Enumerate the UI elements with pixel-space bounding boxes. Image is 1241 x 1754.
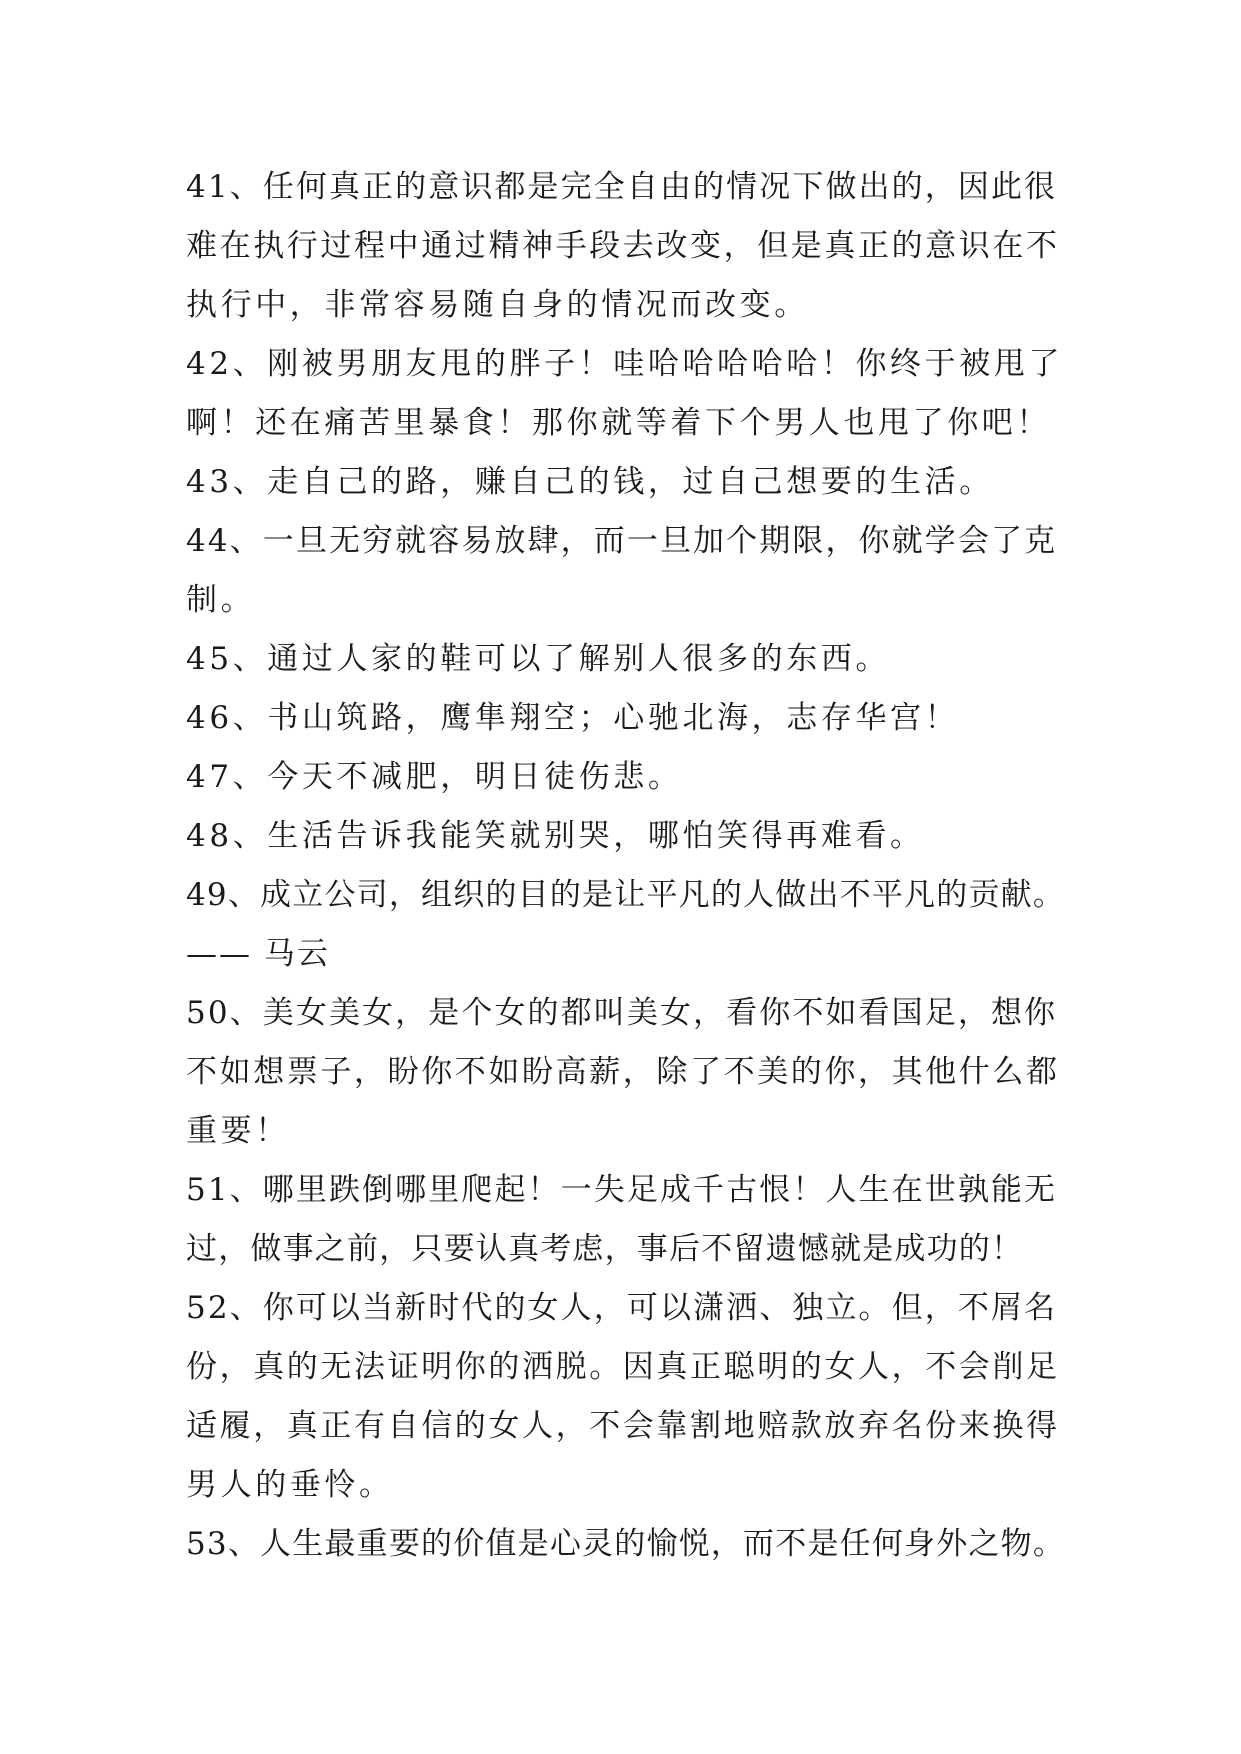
- text-line: 45、通过人家的鞋可以了解别人很多的东西。: [186, 641, 891, 677]
- text-line: 44、一旦无穷就容易放肆，而一旦加个期限，你就学会了克: [186, 523, 1058, 559]
- text-line: 47、今天不减肥，明日徒伤悲。: [186, 759, 683, 795]
- text-line: 53、人生最重要的价值是心灵的愉悦，而不是任何身外之物。: [186, 1526, 1066, 1562]
- text-line: 份，真的无法证明你的洒脱。因真正聪明的女人，不会削足: [186, 1349, 1060, 1385]
- text-line: 50、美女美女，是个女的都叫美女，看你不如看国足，想你: [186, 995, 1058, 1031]
- text-line: 难在执行过程中通过精神手段去改变，但是真正的意识在不: [186, 228, 1060, 264]
- text-line: 重要！: [186, 1113, 290, 1149]
- text-line: 51、哪里跌倒哪里爬起！一失足成千古恨！人生在世孰能无: [186, 1172, 1058, 1208]
- text-line: 49、成立公司，组织的目的是让平凡的人做出不平凡的贡献。: [186, 877, 1066, 913]
- text-line: 41、任何真正的意识都是完全自由的情况下做出的，因此很: [186, 169, 1058, 205]
- text-line: 不如想票子，盼你不如盼高薪，除了不美的你，其他什么都: [186, 1054, 1060, 1090]
- text-line: 男人的垂怜。: [186, 1467, 394, 1503]
- text-line: 48、生活告诉我能笑就别哭，哪怕笑得再难看。: [186, 818, 925, 854]
- text-line: 适履，真正有自信的女人，不会靠割地赔款放弃名份来换得: [186, 1408, 1060, 1444]
- text-line: 42、刚被男朋友甩的胖子！哇哈哈哈哈哈！你终于被甩了: [186, 346, 1064, 382]
- text-line: 过，做事之前，只要认真考虑，事后不留遗憾就是成功的！: [186, 1231, 1024, 1267]
- text-line: 43、走自己的路，赚自己的钱，过自己想要的生活。: [186, 464, 994, 500]
- document-body: [186, 158, 1066, 1574]
- text-line: 52、你可以当新时代的女人，可以潇洒、独立。但，不屑名: [186, 1290, 1058, 1326]
- text-line: 46、书山筑路，鹰隼翔空；心驰北海，志存华宫！: [186, 700, 960, 736]
- text-line: 制。: [186, 582, 256, 618]
- attribution-line: —— 马云: [186, 936, 330, 972]
- text-line: 啊！还在痛苦里暴食！那你就等着下个男人也甩了你吧！: [186, 405, 1051, 441]
- text-line: 执行中，非常容易随自身的情况而改变。: [186, 287, 809, 323]
